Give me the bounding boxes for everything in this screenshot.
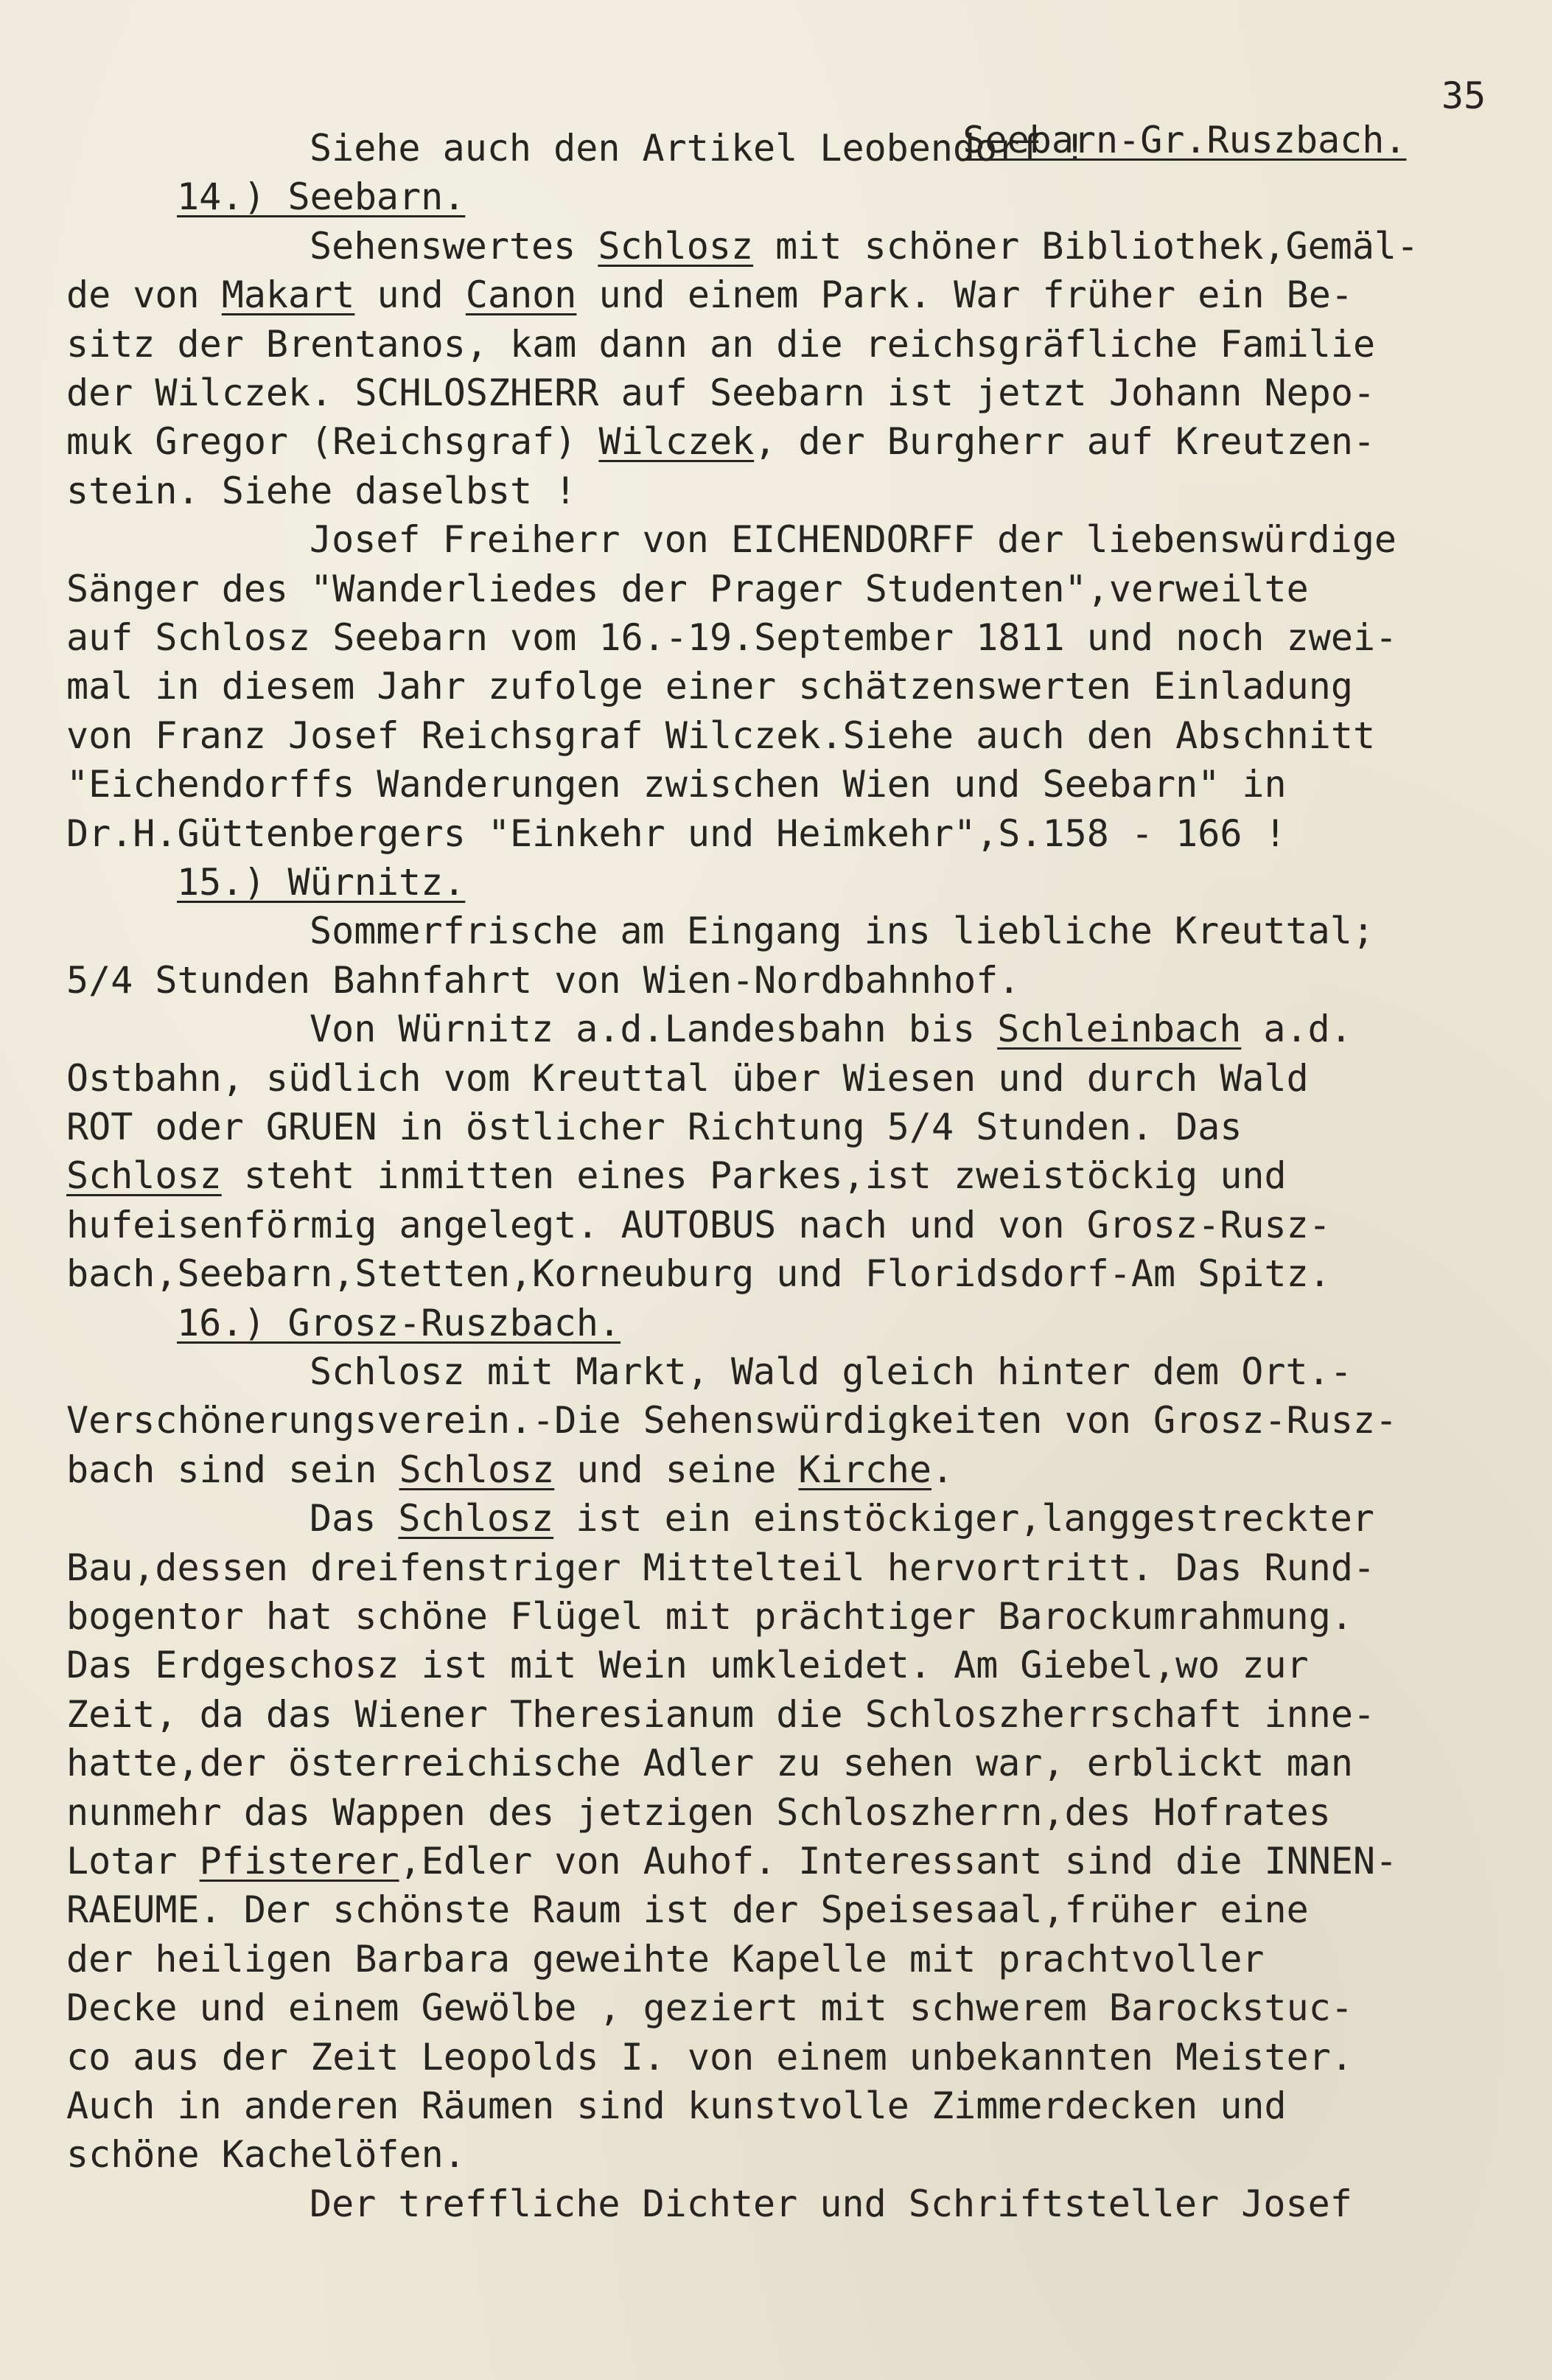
text-line	[0, 809, 1552, 858]
text-line	[0, 565, 1552, 613]
text-segment: Auch in anderen Räumen sind kunstvolle Zimmerdecken und	[66, 2084, 1287, 2127]
text-segment: "Eichendorffs Wanderungen zwischen Wien und Seebarn" in	[66, 763, 1287, 806]
text-line	[0, 320, 1552, 369]
text-line	[0, 760, 1552, 809]
text-line	[0, 2180, 1552, 2228]
text-segment: bogentor hat schöne Flügel mit prächtiger Barockumrahmung.	[66, 1595, 1353, 1638]
text-segment: Dr.H.Güttenbergers "Einkehr und Heimkehr",S.158 - 166 !	[66, 812, 1287, 855]
text-line	[0, 172, 1552, 221]
text-line	[0, 124, 1552, 172]
text-segment: und seine	[554, 1448, 799, 1491]
text-line	[0, 956, 1552, 1005]
text-segment: Sänger des "Wanderliedes der Prager Studenten",verweilte	[66, 568, 1309, 610]
text-line	[0, 1983, 1552, 2032]
text-segment: und einem Park. War früher ein Be-	[576, 273, 1353, 316]
text-line	[0, 1788, 1552, 1837]
text-segment: muk Gregor (Reichsgraf)	[66, 420, 599, 463]
underlined-text: Wilczek	[598, 420, 755, 463]
underlined-text: Schlosz	[398, 1497, 554, 1540]
text-line	[0, 1690, 1552, 1739]
text-segment: ist ein einstöckiger,langgestreckter	[553, 1497, 1374, 1540]
text-segment: auf Schlosz Seebarn vom 16.-19.September 1811 und noch zwei-	[66, 616, 1398, 659]
text-segment: Verschönerungsverein.-Die Sehenswürdigkeiten von Grosz-Rusz-	[66, 1399, 1398, 1442]
text-line	[0, 1005, 1552, 1053]
text-segment: Decke und einem Gewölbe , geziert mit schwerem Barockstuc-	[66, 1986, 1353, 2029]
text-line	[0, 467, 1552, 515]
text-line	[0, 1543, 1552, 1592]
text-segment: RAEUME. Der schönste Raum ist der Speisesaal,früher eine	[66, 1888, 1309, 1931]
underlined-text: 14.) Seebarn.	[177, 175, 466, 218]
text-line	[0, 2081, 1552, 2130]
running-title: Seebarn-Gr.Ruszbach.	[962, 119, 1407, 161]
text-line	[0, 613, 1552, 662]
text-line	[0, 1641, 1552, 1689]
text-segment: Josef Freiherr von EICHENDORFF der liebenswürdige	[310, 518, 1397, 561]
text-segment: Siehe auch den Artikel Leobendorf !	[310, 127, 1086, 170]
text-segment: mit schöner Bibliothek,Gemäl-	[753, 225, 1419, 268]
text-segment: Von Würnitz a.d.Landesbahn bis	[310, 1008, 998, 1050]
text-line	[0, 662, 1552, 711]
text-segment: nunmehr das Wappen des jetzigen Schloszherrn,des Hofrates	[66, 1791, 1331, 1834]
text-line	[0, 417, 1552, 466]
text-line	[0, 1739, 1552, 1787]
text-line	[0, 1299, 1552, 1347]
text-segment: Sommerfrische am Eingang ins liebliche Kreuttal;	[310, 910, 1374, 952]
text-line	[0, 1396, 1552, 1445]
text-segment: sitz der Brentanos, kam dann an die reichsgräfliche Familie	[66, 323, 1376, 366]
text-line	[0, 2130, 1552, 2179]
text-line	[0, 1103, 1552, 1151]
text-segment: Der treffliche Dichter und Schriftsteller Josef	[310, 2182, 1352, 2225]
text-segment: stein. Siehe daselbst !	[66, 470, 577, 512]
text-line	[0, 1837, 1552, 1885]
text-segment: co aus der Zeit Leopolds I. von einem unbekannten Meister.	[66, 2036, 1353, 2079]
text-segment: der heiligen Barbara geweihte Kapelle mit prachtvoller	[66, 1938, 1265, 1981]
text-segment: Lotar	[66, 1840, 200, 1882]
text-line	[0, 1249, 1552, 1298]
text-line	[0, 222, 1552, 271]
text-segment: der Wilczek. SCHLOSZHERR auf Seebarn ist jetzt Johann Nepo-	[66, 371, 1376, 414]
text-segment: Zeit, da das Wiener Theresianum die Schloszherrschaft inne-	[66, 1693, 1376, 1736]
text-line	[0, 1935, 1552, 1983]
text-line	[0, 1201, 1552, 1249]
underlined-text: Schlosz	[598, 225, 754, 268]
text-line	[0, 711, 1552, 760]
text-line	[0, 369, 1552, 417]
page-number: 35	[1441, 74, 1486, 117]
text-line	[0, 2033, 1552, 2081]
text-line	[0, 515, 1552, 564]
text-segment: ROT oder GRUEN in östlicher Richtung 5/4 Stunden. Das	[66, 1106, 1242, 1148]
text-segment: Schlosz mit Markt, Wald gleich hinter dem Ort.-	[310, 1350, 1352, 1393]
text-line	[0, 1885, 1552, 1934]
text-line	[0, 907, 1552, 955]
text-line	[0, 858, 1552, 907]
underlined-text: Canon	[465, 273, 577, 316]
text-segment: Das	[310, 1497, 399, 1540]
text-segment: Bau,dessen dreifenstriger Mittelteil hervortritt. Das Rund-	[66, 1546, 1376, 1589]
underlined-text: Kirche	[798, 1448, 932, 1491]
text-line	[0, 1054, 1552, 1103]
underlined-text: Schleinbach	[997, 1008, 1242, 1050]
underlined-text: 16.) Grosz-Ruszbach.	[177, 1302, 621, 1344]
text-segment: de von	[66, 273, 222, 316]
text-segment: , der Burgherr auf Kreutzen-	[754, 420, 1376, 463]
text-line	[0, 1445, 1552, 1494]
underlined-text: 15.) Würnitz.	[177, 861, 466, 904]
underlined-text: Schlosz	[399, 1448, 555, 1491]
text-segment: ,Edler von Auhof. Interessant sind die INNEN-	[399, 1840, 1398, 1882]
text-line	[0, 1347, 1552, 1396]
text-segment: und	[354, 273, 466, 316]
text-segment: bach sind sein	[66, 1448, 399, 1491]
underlined-text: Schlosz	[66, 1154, 222, 1197]
text-line	[0, 1151, 1552, 1200]
text-segment: steht inmitten eines Parkes,ist zweistöckig und	[221, 1154, 1287, 1197]
text-line	[0, 1494, 1552, 1543]
text-segment: a.d.	[1241, 1008, 1352, 1050]
text-segment: Sehenswertes	[310, 225, 598, 268]
text-segment: 5/4 Stunden Bahnfahrt von Wien-Nordbahnhof.	[66, 959, 1021, 1002]
text-segment: mal in diesem Jahr zufolge einer schätzenswerten Einladung	[66, 665, 1353, 708]
text-line	[0, 271, 1552, 319]
text-segment: .	[931, 1448, 954, 1491]
text-line	[0, 1592, 1552, 1641]
text-segment: Das Erdgeschosz ist mit Wein umkleidet. Am Giebel,wo zur	[66, 1644, 1309, 1686]
underlined-text: Pfisterer	[199, 1840, 399, 1882]
text-segment: hufeisenförmig angelegt. AUTOBUS nach und von Grosz-Rusz-	[66, 1204, 1331, 1246]
text-segment: hatte,der österreichische Adler zu sehen war, erblickt man	[66, 1742, 1353, 1784]
text-segment: bach,Seebarn,Stetten,Korneuburg und Floridsdorf-Am Spitz.	[66, 1252, 1331, 1295]
text-segment: von Franz Josef Reichsgraf Wilczek.Siehe auch den Abschnitt	[66, 714, 1376, 757]
underlined-text: Makart	[221, 273, 355, 316]
text-segment: schöne Kachelöfen.	[66, 2133, 466, 2176]
text-segment: Ostbahn, südlich vom Kreuttal über Wiesen und durch Wald	[66, 1057, 1309, 1100]
